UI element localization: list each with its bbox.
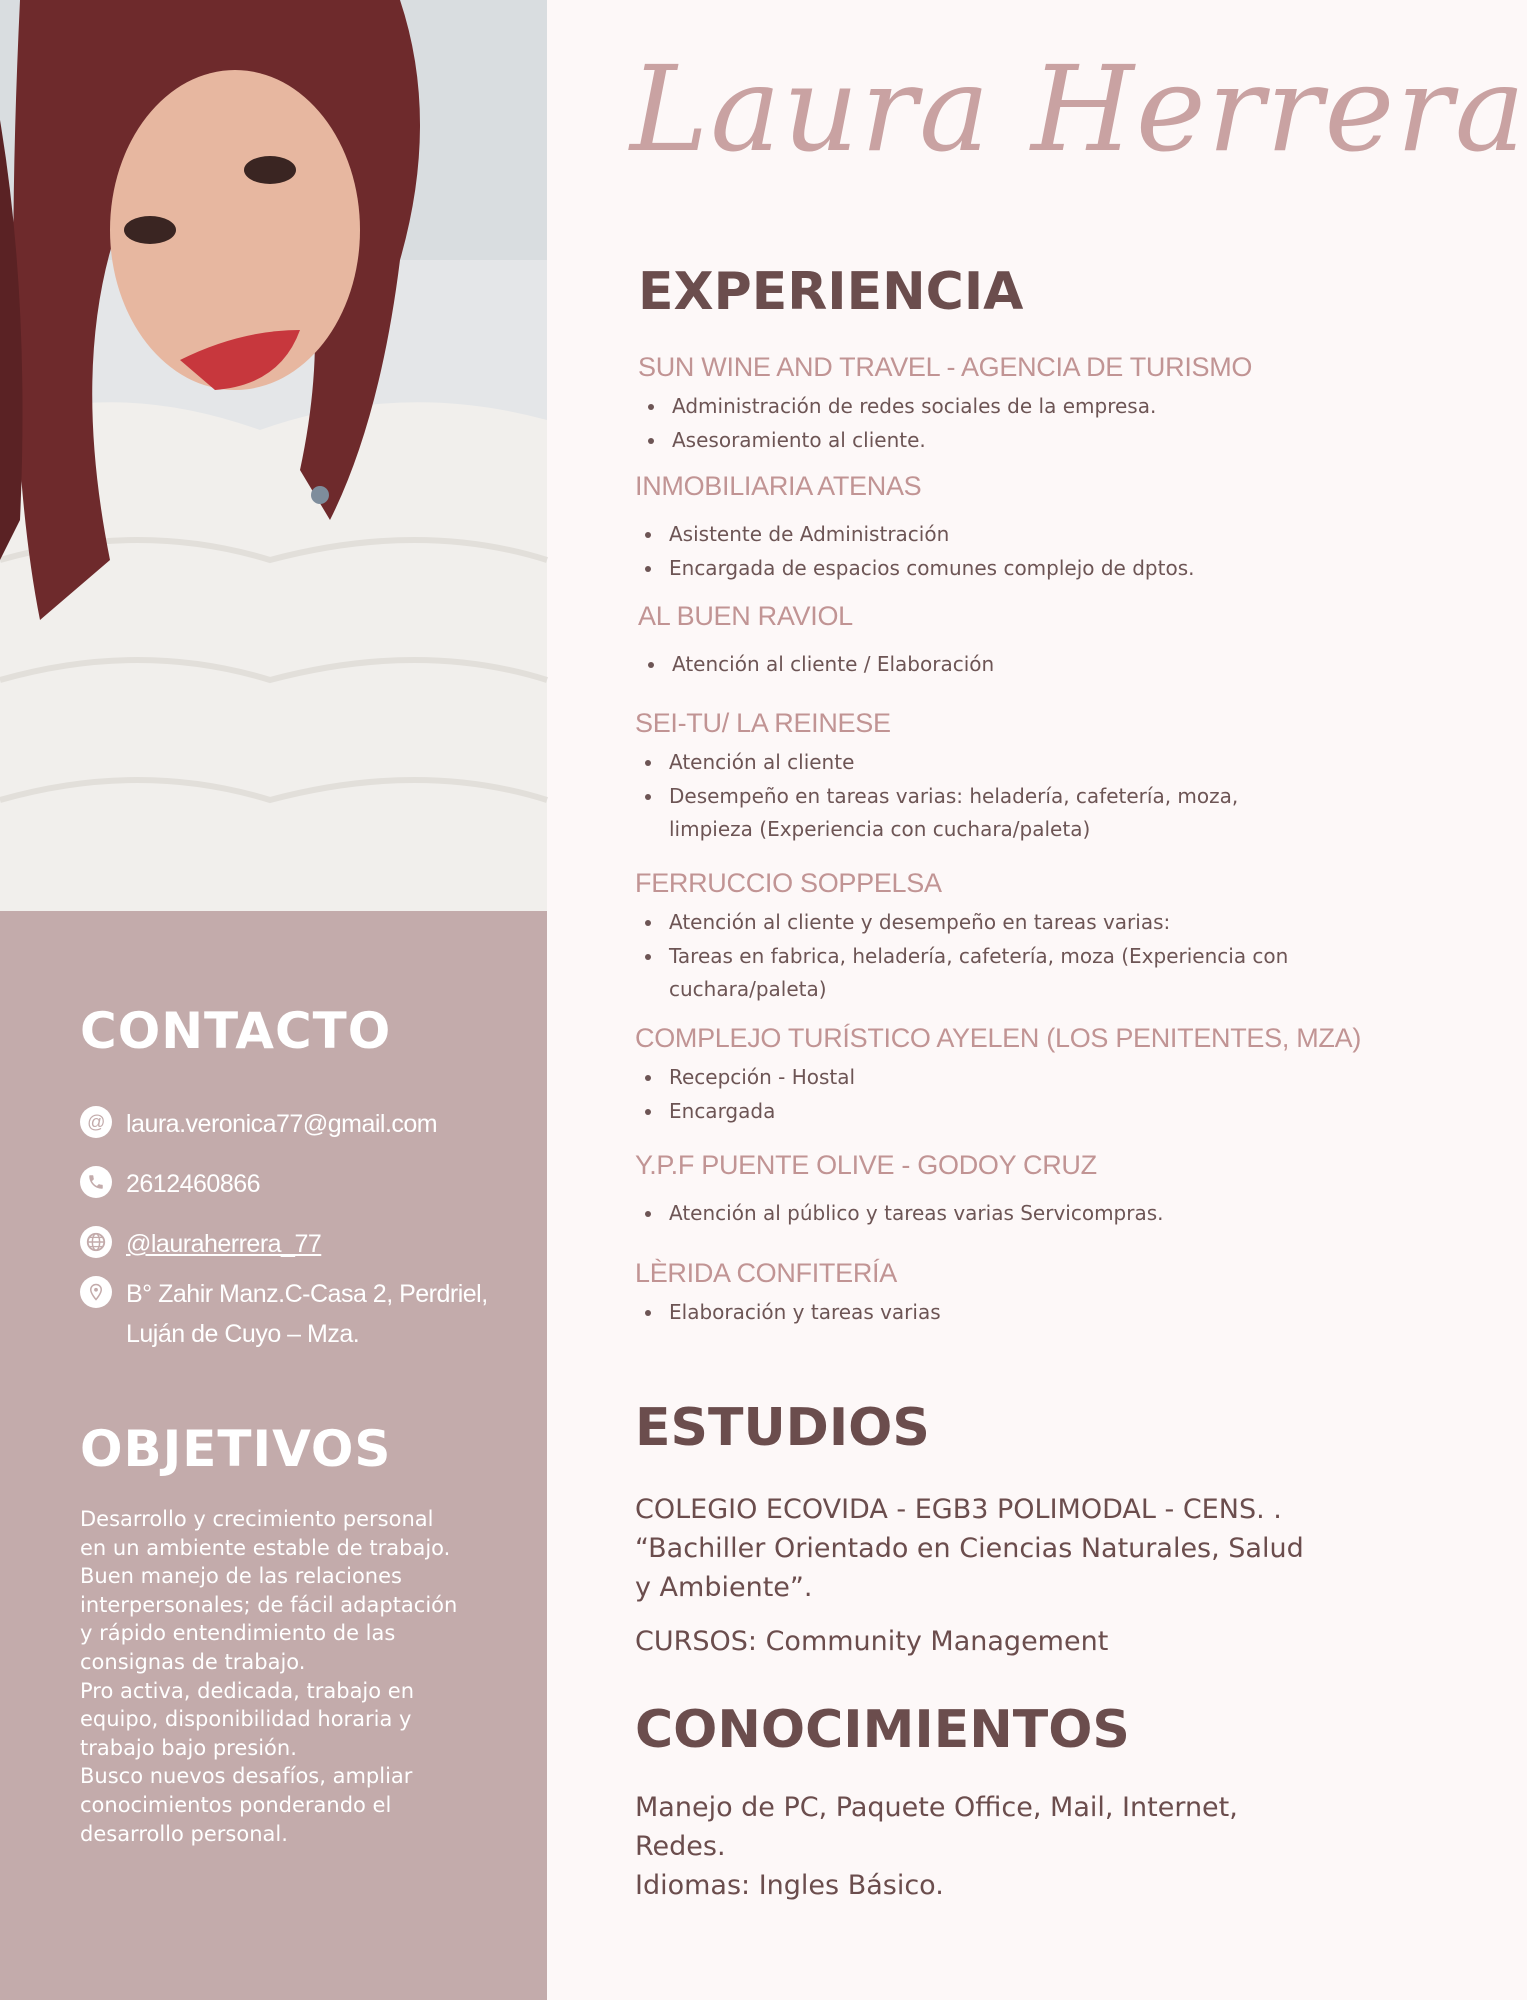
contact-social[interactable] [80, 1224, 321, 1264]
knowledge-line: Redes. [635, 1831, 726, 1862]
studies-line: COLEGIO ECOVIDA - EGB3 POLIMODAL - CENS. . [635, 1494, 1282, 1525]
job-item: Recepción - Hostal [635, 1061, 855, 1095]
contact-email[interactable] [80, 1104, 437, 1144]
job-item: Atención al público y tareas varias Servicompras. [635, 1197, 1164, 1231]
knowledge-text [635, 1788, 1238, 1905]
job-items [635, 1197, 1164, 1231]
experience-heading: EXPERIENCIA [638, 262, 1024, 322]
studies-text [635, 1490, 1304, 1607]
job-title: COMPLEJO TURÍSTICO AYELEN (LOS PENITENTES, MZA) [635, 1023, 1362, 1053]
knowledge-heading: CONOCIMIENTOS [635, 1700, 1130, 1760]
job-items [635, 906, 1288, 1007]
job-item: Asesoramiento al cliente. [638, 424, 1156, 458]
job-item: Elaboración y tareas varias [635, 1296, 941, 1330]
job-item: Atención al cliente [635, 746, 1238, 780]
job-item: Desempeño en tareas varias: heladería, cafetería, moza, [635, 780, 1238, 814]
studies-line: “Bachiller Orientado en Ciencias Naturales, Salud [635, 1533, 1304, 1564]
at-icon: @ [80, 1106, 112, 1138]
phone-icon [80, 1166, 112, 1198]
job-title: LÈRIDA CONFITERÍA [635, 1258, 897, 1288]
studies-line: y Ambiente”. [635, 1572, 813, 1603]
job-title: INMOBILIARIA ATENAS [635, 471, 922, 501]
knowledge-line: Idiomas: Ingles Básico. [635, 1870, 944, 1901]
job-title: SEI-TU/ LA REINESE [635, 708, 891, 738]
social-link[interactable]: @lauraherrera_77 [126, 1230, 322, 1258]
sidebar [0, 0, 547, 2000]
objectives-line: y rápido entendimiento de las [80, 1621, 396, 1646]
objectives-line: desarrollo personal. [80, 1821, 288, 1846]
job-items [635, 1061, 855, 1128]
objectives-line: conocimientos ponderando el [80, 1792, 392, 1817]
objectives-line: consignas de trabajo. [80, 1649, 306, 1674]
job-title: SUN WINE AND TRAVEL - AGENCIA DE TURISMO [638, 352, 1253, 382]
profile-photo [0, 0, 547, 911]
objectives-line: Buen manejo de las relaciones [80, 1564, 402, 1589]
job-items [635, 1296, 941, 1330]
objectives-line: trabajo bajo presión. [80, 1735, 297, 1760]
objectives-line: Busco nuevos desafíos, ampliar [80, 1764, 413, 1789]
phone-text: 2612460866 [126, 1170, 261, 1198]
job-item: Atención al cliente y desempeño en tareas varias: [635, 906, 1288, 940]
objectives-line: interpersonales; de fácil adaptación [80, 1592, 458, 1617]
job-items [638, 390, 1156, 457]
globe-icon [80, 1226, 112, 1258]
contact-phone[interactable] [80, 1164, 260, 1204]
job-item: Tareas en fabrica, heladería, cafetería, moza (Experiencia con [635, 940, 1288, 974]
objectives-line: Pro activa, dedicada, trabajo en [80, 1678, 415, 1703]
job-item: Encargada [635, 1095, 855, 1129]
objectives-line: en un ambiente estable de trabajo. [80, 1535, 451, 1560]
job-item: Asistente de Administración [635, 518, 1194, 552]
job-items [635, 746, 1238, 847]
job-title: Y.P.F PUENTE OLIVE - GODOY CRUZ [635, 1150, 1097, 1180]
job-item: Administración de redes sociales de la empresa. [638, 390, 1156, 424]
courses-text: CURSOS: Community Management [635, 1626, 1109, 1657]
location-pin-icon [80, 1276, 112, 1308]
knowledge-line: Manejo de PC, Paquete Office, Mail, Internet, [635, 1792, 1238, 1823]
job-title: AL BUEN RAVIOL [638, 601, 853, 631]
email-text: laura.veronica77@gmail.com [126, 1110, 438, 1138]
studies-heading: ESTUDIOS [635, 1398, 930, 1458]
job-items [638, 648, 994, 682]
contact-heading: CONTACTO [80, 1002, 392, 1060]
person-name: Laura Herrera [630, 40, 1527, 178]
job-item-continuation: cuchara/paleta) [669, 977, 827, 1001]
job-item: Encargada de espacios comunes complejo de dptos. [635, 552, 1194, 586]
objectives-line: equipo, disponibilidad horaria y [80, 1707, 412, 1732]
job-item-continuation: limpieza (Experiencia con cuchara/paleta) [669, 817, 1091, 841]
address-line-2: Luján de Cuyo – Mza. [126, 1320, 360, 1348]
address-line-1: B° Zahir Manz.C-Casa 2, Perdriel, [126, 1280, 488, 1308]
objectives-line: Desarrollo y crecimiento personal [80, 1507, 434, 1531]
objectives-heading: OBJETIVOS [80, 1420, 392, 1478]
job-items [635, 518, 1194, 585]
objectives-text [80, 1505, 490, 1848]
job-item: Atención al cliente / Elaboración [638, 648, 994, 682]
contact-address [80, 1274, 488, 1354]
job-title: FERRUCCIO SOPPELSA [635, 868, 942, 898]
